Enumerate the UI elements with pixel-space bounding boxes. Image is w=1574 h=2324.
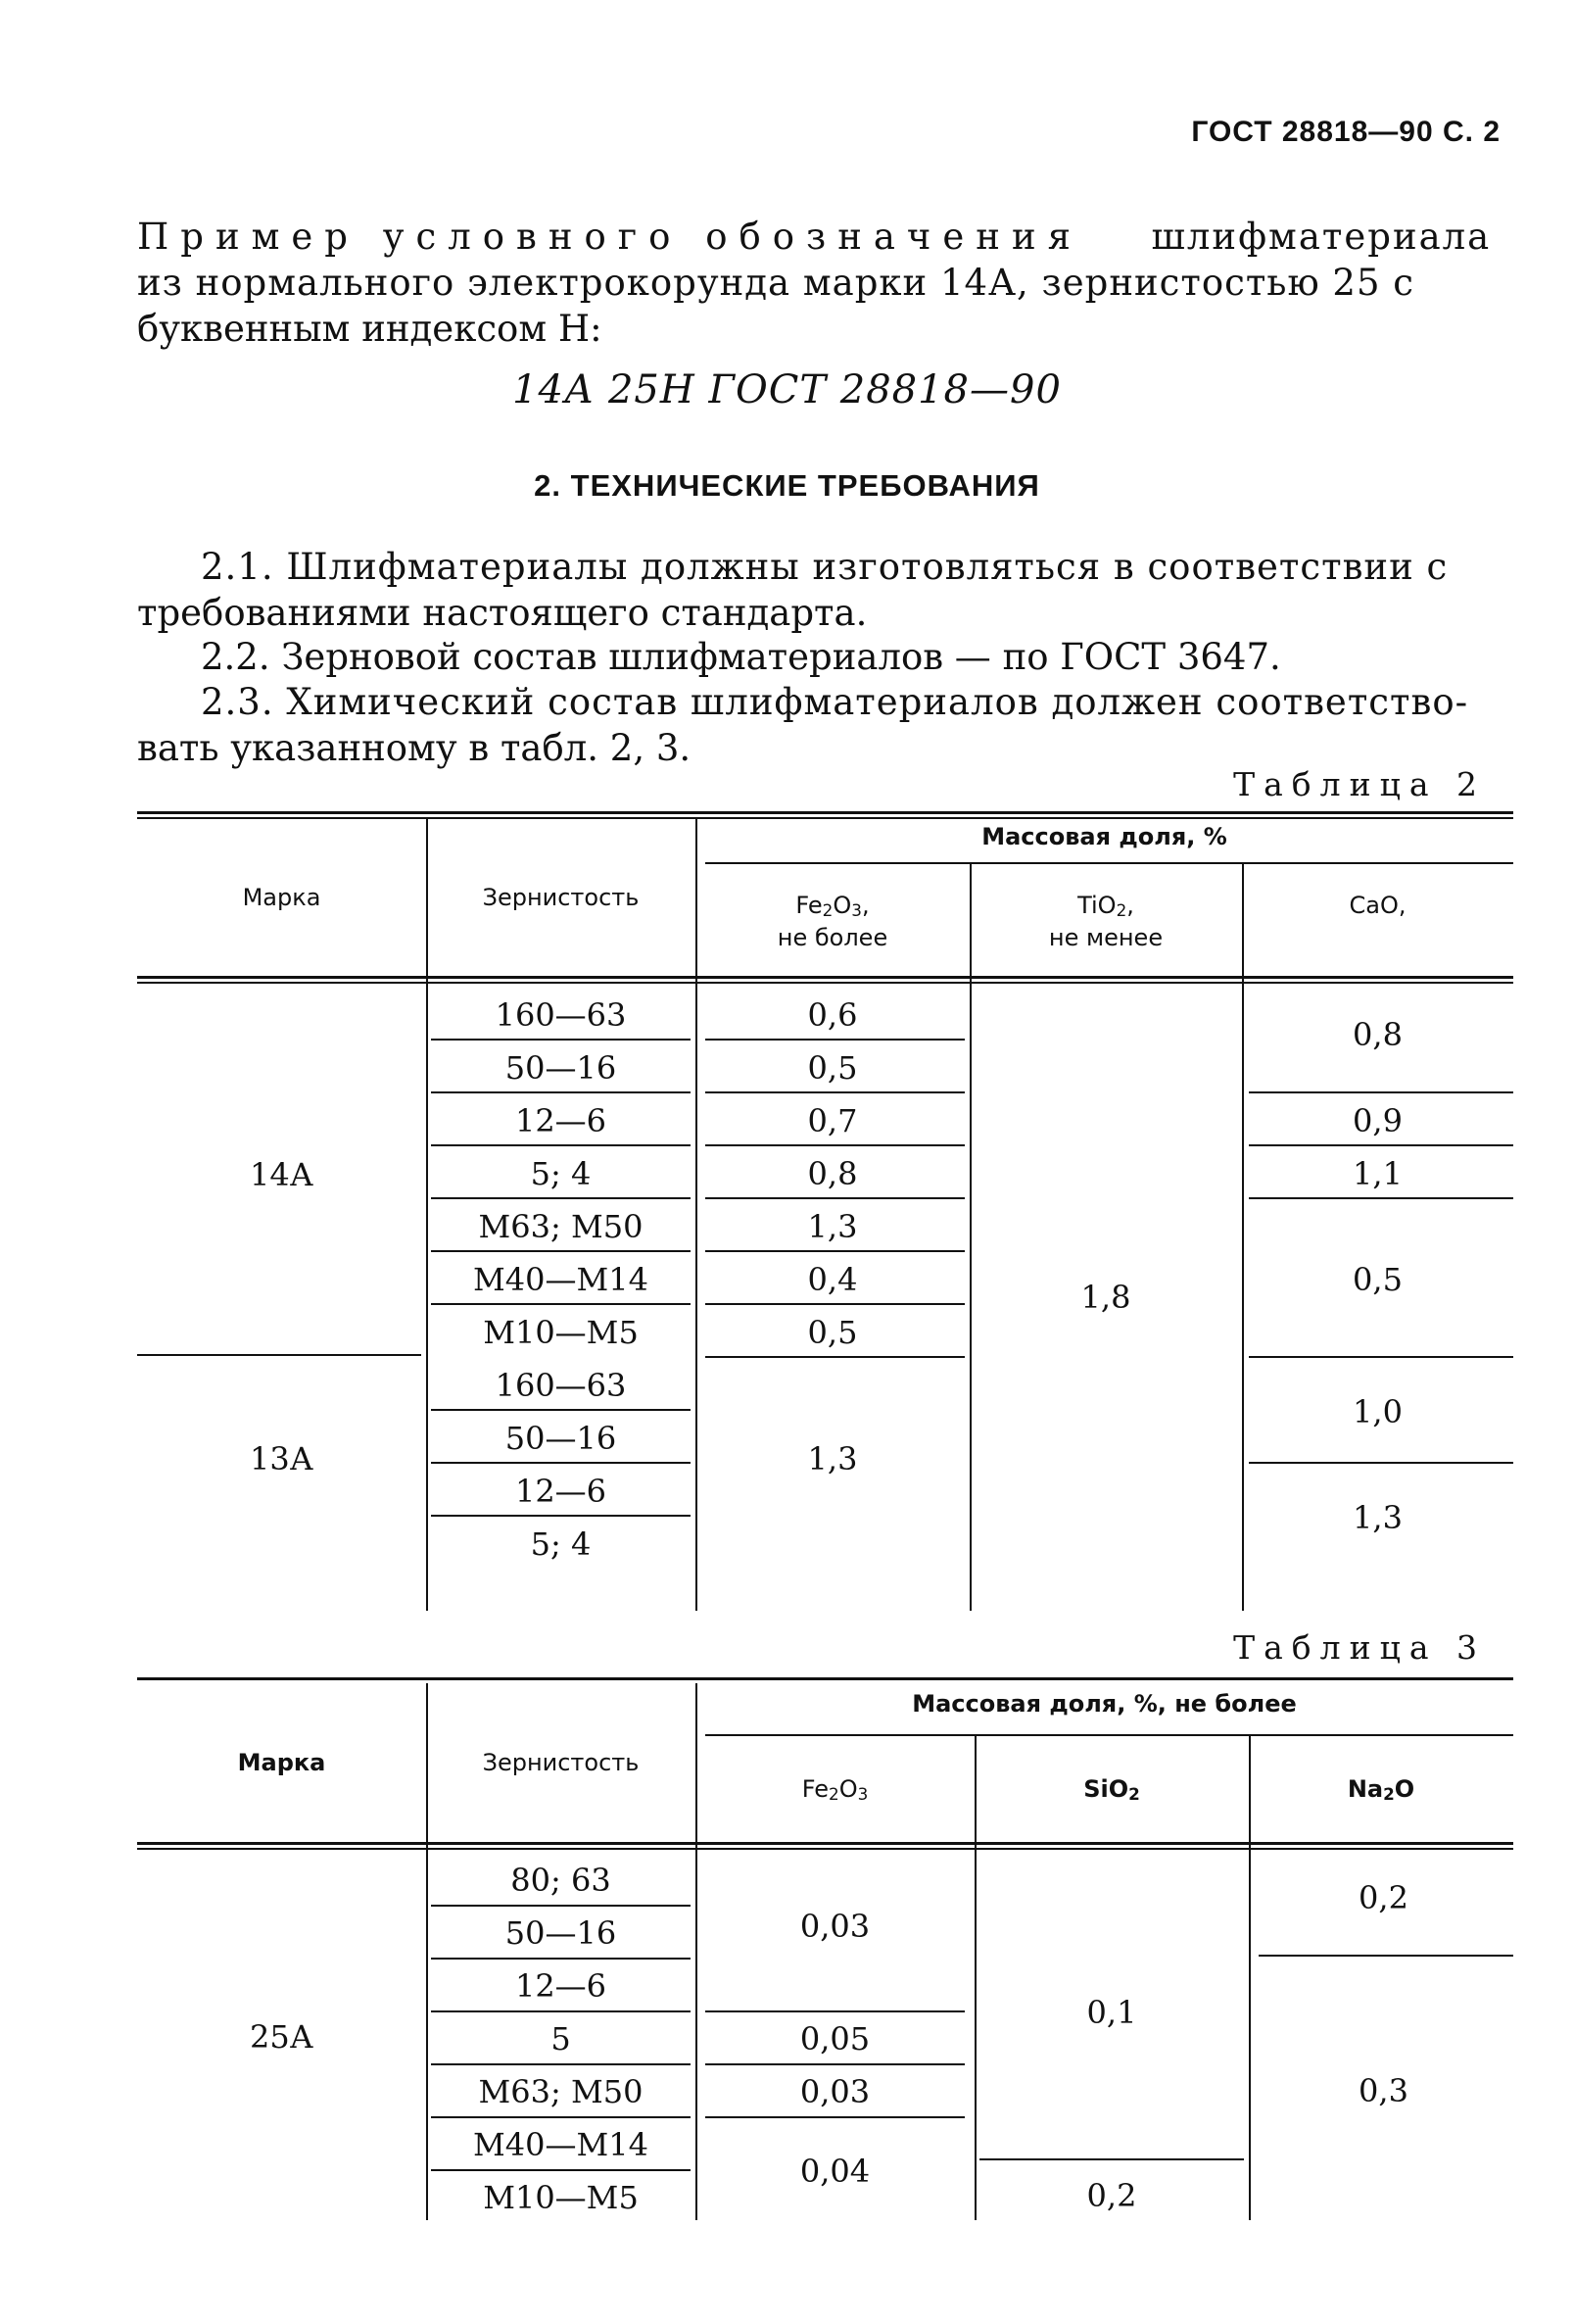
- t2-grit: 5; 4: [530, 1155, 592, 1192]
- t3-head-na2o: $Na_2O$: [1347, 1775, 1415, 1804]
- example-line1-rest: шлифматериала: [1151, 216, 1492, 258]
- t2-grit: 12—6: [514, 1473, 607, 1510]
- t2-fe2o3: 0,5: [807, 1314, 858, 1351]
- t3-grit: 12—6: [514, 1967, 607, 2005]
- section-title: 2. ТЕХНИЧЕСКИЕ ТРЕБОВАНИЯ: [534, 468, 1040, 503]
- t3-head-fe2o3: $Fe_2O_3$: [801, 1775, 869, 1804]
- t3-grit: М10—М5: [483, 2179, 639, 2216]
- t2-grit: 160—63: [495, 1367, 627, 1404]
- t2-cao: 1,3: [1353, 1499, 1403, 1536]
- t2-grit: М40—М14: [473, 1261, 648, 1298]
- t2-fe2o3: 1,3: [807, 1208, 858, 1245]
- example-line-3: буквенным индексом Н:: [137, 308, 602, 350]
- clause-2-2: 2.2. Зерновой состав шлифматериалов — по ГОСТ 3647.: [201, 636, 1281, 678]
- table3-caption: Таблица 3: [1233, 1628, 1486, 1667]
- example-lead: Пример условного обозначения: [137, 216, 1082, 258]
- t2-grit: 12—6: [514, 1102, 607, 1139]
- t2-tio2: 1,8: [1080, 1279, 1131, 1316]
- t3-fe2o3: 0,03: [799, 1908, 871, 1945]
- designation-example: 14А 25Н ГОСТ 28818—90: [512, 367, 1062, 412]
- t2-cao: 0,5: [1353, 1261, 1403, 1298]
- t2-cao: 0,8: [1353, 1016, 1403, 1053]
- page-header: ГОСТ 28818—90 С. 2: [1191, 116, 1501, 148]
- t3-head-sio2: SiO$_2$: [1083, 1775, 1140, 1804]
- t2-grit: 5; 4: [530, 1525, 592, 1563]
- t2-head-fe2o3-note: не более: [777, 924, 888, 951]
- t3-fe2o3: 0,04: [799, 2153, 871, 2190]
- t2-mark: 13А: [250, 1440, 313, 1477]
- t2-head-fe2o3: $Fe_2O_3$, не более: [777, 892, 888, 951]
- t3-fe2o3: 0,05: [799, 2020, 871, 2058]
- t2-fe2o3: 0,5: [807, 1049, 858, 1087]
- t3-sio2: 0,1: [1086, 1994, 1137, 2031]
- t3-head-grit: Зернистость: [482, 1749, 640, 1776]
- table2-caption: Таблица 2: [1233, 765, 1486, 803]
- clause-2-1-line-1: 2.1. Шлифматериалы должны изготовляться в соответствии с: [201, 546, 1449, 588]
- t2-grit: М10—М5: [483, 1314, 639, 1351]
- clause-2-3-line-1: 2.3. Химический состав шлифматериалов должен соответство-: [201, 681, 1469, 723]
- clause-2-3-line-2: вать указанному в табл. 2, 3.: [137, 727, 692, 769]
- t2-grit: 50—16: [504, 1420, 617, 1457]
- t3-grit: М40—М14: [473, 2126, 648, 2163]
- t3-head-mass: Массовая доля, %, не более: [912, 1690, 1297, 1718]
- t3-grit: 5: [550, 2020, 571, 2058]
- t2-head-mark: Марка: [242, 884, 321, 911]
- t2-fe2o3: 0,4: [807, 1261, 858, 1298]
- t2-cao: 0,9: [1353, 1102, 1403, 1139]
- t2-head-tio2: TiO$_2$, не менее: [1048, 892, 1164, 951]
- t3-mark: 25А: [250, 2018, 313, 2056]
- t2-fe2o3: 1,3: [807, 1440, 858, 1477]
- t3-na2o: 0,2: [1359, 1879, 1408, 1916]
- t2-fe2o3: 0,7: [807, 1102, 858, 1139]
- t3-grit: М63; М50: [478, 2073, 644, 2110]
- t2-head-mass: Массовая доля, %: [981, 823, 1227, 850]
- t2-head-grit: Зернистость: [482, 884, 640, 911]
- t3-head-mark: Марка: [237, 1749, 326, 1776]
- t2-grit: М63; М50: [478, 1208, 644, 1245]
- t3-na2o: 0,3: [1359, 2072, 1408, 2109]
- t2-head-tio2-note: не менее: [1048, 924, 1164, 951]
- t3-sio2: 0,2: [1086, 2177, 1137, 2214]
- example-line-1: [137, 214, 1508, 260]
- t3-grit: 50—16: [504, 1914, 617, 1952]
- t2-fe2o3: 0,6: [807, 996, 858, 1034]
- t2-head-cao: CaO,: [1349, 892, 1407, 919]
- t3-grit: 80; 63: [510, 1862, 611, 1899]
- t2-grit: 160—63: [495, 996, 627, 1034]
- t3-fe2o3: 0,03: [799, 2073, 871, 2110]
- t2-cao: 1,1: [1353, 1155, 1403, 1192]
- t2-fe2o3: 0,8: [807, 1155, 858, 1192]
- t2-mark: 14А: [250, 1156, 313, 1193]
- t2-grit: 50—16: [504, 1049, 617, 1087]
- clause-2-1-line-2: требованиями настоящего стандарта.: [137, 592, 868, 634]
- example-line-2: из нормального электрокорунда марки 14А, зернистостью 25 с: [137, 262, 1414, 304]
- t2-cao: 1,0: [1353, 1393, 1403, 1430]
